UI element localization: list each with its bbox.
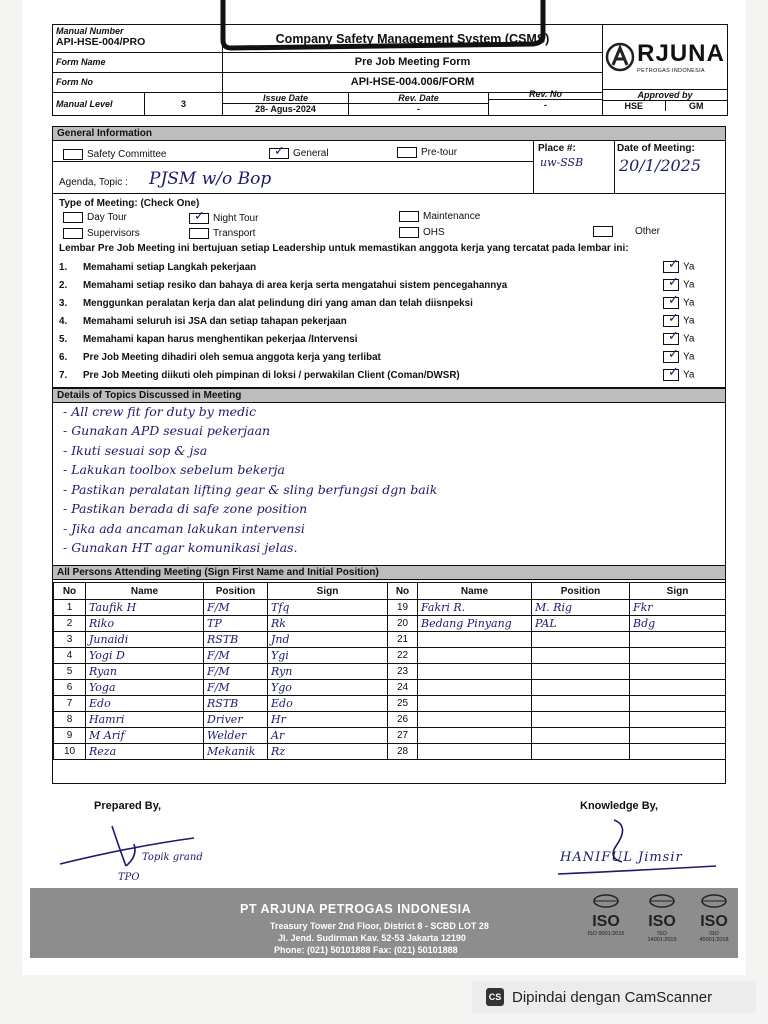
form-header [52,24,728,116]
topic-line[interactable]: - All crew fit for duty by medic [63,404,257,419]
maintenance-label: Maintenance [423,211,481,223]
row-number: 8 [54,712,86,728]
row-number: 28 [388,744,418,760]
pretour-option[interactable] [397,147,457,158]
row-number: 9 [54,728,86,744]
iso-cert: ISO 9001:2015 [587,931,625,937]
night-tour-checkbox[interactable] [189,213,209,224]
attendee-name[interactable]: Yogi D [86,648,204,664]
row-number: 25 [388,696,418,712]
attendee-name[interactable]: Hamri [86,712,204,728]
transport-label: Transport [213,228,256,240]
col-no: No [54,583,86,600]
attendance-heading: All Persons Attending Meeting (Sign First Name and Initial Position) [53,566,725,580]
night-tour-option[interactable] [189,213,258,224]
ya-checkbox[interactable] [663,261,679,273]
attendee-position[interactable] [532,632,630,648]
ya-label: Ya [683,333,695,345]
company-address-1: Treasury Tower 2nd Floor, District 8 - SCBD LOT 28 [270,921,489,931]
topic-line[interactable]: - Gunakan HT agar komunikasi jelas. [63,540,298,555]
day-tour-checkbox[interactable] [63,212,83,223]
pretour-label: Pre-tour [421,147,458,159]
topic-line[interactable]: - Jika ada ancaman lakukan intervensi [63,521,305,536]
row-number: 4 [54,648,86,664]
topics-section [52,388,726,566]
pretour-checkbox[interactable] [397,147,417,158]
topic-line[interactable]: - Gunakan APD sesuai pekerjaan [63,423,271,438]
rev-date-cell [349,93,489,115]
arjuna-logo-icon [605,42,635,72]
attendee-position[interactable] [532,648,630,664]
attendee-position[interactable]: Driver [204,712,268,728]
ya-label: Ya [683,279,695,291]
row-number: 10 [54,744,86,760]
safety-committee-option[interactable] [63,149,166,160]
attendee-name[interactable] [418,664,532,680]
ya-label: Ya [683,297,695,309]
date-value[interactable]: 20/1/2025 [619,156,702,175]
col-position: Position [532,583,630,600]
table-row [54,728,726,744]
safety-committee-label: Safety Committee [87,149,167,161]
attendance-table [53,582,726,760]
attendee-position[interactable] [532,712,630,728]
table-row [54,600,726,616]
attendee-name[interactable] [418,728,532,744]
knowledge-name: HANIFUL Jimsir [560,850,683,865]
rule-number: 1. [59,262,68,273]
row-number: 6 [54,680,86,696]
general-option[interactable] [269,148,329,159]
prepared-role: TPO [118,872,140,883]
supervisors-label: Supervisors [87,228,140,240]
table-row [54,696,726,712]
form-name-label: Form Name [53,53,223,73]
rule-number: 5. [59,334,68,345]
approved-label: Approved by [603,90,727,101]
attendee-sign[interactable] [630,744,726,760]
company-name: PT ARJUNA PETROGAS INDONESIA [240,902,472,916]
col-position: Position [204,583,268,600]
ohs-checkbox[interactable] [399,227,419,238]
attendee-sign[interactable] [630,632,726,648]
type-of-meeting-label: Type of Meeting: (Check One) [59,198,200,209]
col-sign: Sign [268,583,388,600]
attendee-sign[interactable]: Jnd [268,632,388,648]
ya-checkbox[interactable] [663,315,679,327]
attendee-name[interactable]: Taufik H [86,600,204,616]
rev-date: - [417,104,420,114]
issue-date-label: Issue Date [223,93,348,104]
row-number: 23 [388,664,418,680]
rule-text: Pre Job Meeting dihadiri oleh semua anggota kerja yang terlibat [83,352,381,363]
attendee-sign[interactable]: Tfq [268,600,388,616]
form-name: Pre Job Meeting Form [223,53,603,73]
attendee-position[interactable]: RSTB [204,632,268,648]
table-row [54,744,726,760]
attendee-position[interactable]: M. Rig [532,600,630,616]
attendee-sign[interactable]: Rz [268,744,388,760]
attendee-sign[interactable] [630,728,726,744]
other-checkbox[interactable] [593,226,613,237]
rule-text: Memahami setiap Langkah pekerjaan [83,262,257,273]
logo-sub: PETROGAS INDONESIA [637,68,705,74]
checklist-intro: Lembar Pre Job Meeting ini bertujuan setiap Leadership untuk memastikan anggota kerja yang tercatat pada lembar ini: [59,243,629,254]
approved-cell [603,89,727,115]
globe-icon [593,894,619,908]
rule-text: Memahami kapan harus menghentikan pekerjaa /Intervensi [83,334,358,345]
arjuna-logo [603,25,727,89]
form-no-label: Form No [53,73,223,93]
agenda-value[interactable]: PJSM w/o Bop [149,169,272,189]
ya-checkbox[interactable] [663,279,679,291]
company-footer [30,888,738,958]
checklist [53,259,725,385]
general-label: General [293,148,329,160]
divider [53,161,533,162]
attendee-sign[interactable]: Ryn [268,664,388,680]
prepared-signature[interactable] [54,816,234,876]
iso-label: ISO [700,913,728,930]
attendee-position[interactable] [532,680,630,696]
camscanner-icon: CS [486,988,504,1006]
table-row [54,664,726,680]
maintenance-option[interactable] [399,211,480,222]
row-number: 5 [54,664,86,680]
ya-checkbox[interactable] [663,333,679,345]
topic-line[interactable]: - Pastikan peralatan lifting gear & sling berfungsi dgn baik [63,482,438,497]
attendee-sign[interactable]: Fkr [630,600,726,616]
supervisors-option[interactable] [63,228,140,239]
row-number: 22 [388,648,418,664]
row-number: 7 [54,696,86,712]
attendee-name[interactable]: Riko [86,616,204,632]
attendance-section [52,565,726,784]
attendee-sign[interactable] [630,712,726,728]
table-row [54,680,726,696]
col-no: No [388,583,418,600]
date-cell [613,141,725,193]
topics-heading: Details of Topics Discussed in Meeting [53,388,725,403]
place-cell [533,141,615,193]
other-option[interactable] [593,226,660,237]
system-title: Company Safety Management System (CSMS) [223,25,603,53]
col-sign: Sign [630,583,726,600]
rule-number: 7. [59,370,68,381]
ohs-label: OHS [423,227,445,239]
approved-hse: HSE [603,101,666,111]
attendee-sign[interactable] [630,680,726,696]
rule-number: 4. [59,316,68,327]
ya-checkbox[interactable] [663,351,679,363]
general-information-section [52,126,726,388]
row-number: 24 [388,680,418,696]
attendee-name[interactable]: Yoga [86,680,204,696]
rev-no: - [544,100,547,110]
night-tour-label: Night Tour [213,213,259,225]
attendee-position[interactable] [532,744,630,760]
checklist-item [53,367,725,385]
company-address-3: Phone: (021) 50101888 Fax: (021) 50101888 [274,945,458,955]
rule-number: 6. [59,352,68,363]
other-label: Other [635,226,661,238]
checklist-item [53,331,725,349]
checklist-item [53,259,725,277]
attendance-body [54,600,726,760]
checklist-item [53,313,725,331]
maintenance-checkbox[interactable] [399,211,419,222]
ya-checkbox[interactable] [663,369,679,381]
attendee-position[interactable]: RSTB [204,696,268,712]
rule-text: Memahami seluruh isi JSA dan setiap tahapan pekerjaan [83,316,347,327]
attendee-sign[interactable]: Hr [268,712,388,728]
rev-date-label: Rev. Date [349,93,488,104]
table-row [54,712,726,728]
attendee-position[interactable] [532,728,630,744]
rev-no-label: Rev. No [489,89,602,100]
col-name: Name [86,583,204,600]
divider [53,193,725,194]
rule-number: 2. [59,280,68,291]
iso-cert: ISO 45001:2018 [699,931,729,943]
attendee-sign[interactable] [630,664,726,680]
attendee-position[interactable] [532,664,630,680]
issue-date: 28- Agus-2024 [255,104,316,114]
attendee-position[interactable]: F/M [204,680,268,696]
supervisors-checkbox[interactable] [63,228,83,239]
prepared-by-label: Prepared By, [94,800,162,812]
knowledge-signature[interactable] [556,816,726,876]
form-no: API-HSE-004.006/FORM [223,73,603,93]
checklist-item [53,277,725,295]
attendee-position[interactable] [532,696,630,712]
place-value[interactable]: uw-SSB [540,156,584,169]
manual-number: API-HSE-004/PRO [56,36,146,48]
general-checkbox[interactable] [269,148,289,159]
attendee-name[interactable] [418,632,532,648]
iso-label: ISO [648,913,676,930]
attendee-name[interactable] [418,744,532,760]
table-row [54,632,726,648]
attendee-name[interactable] [418,696,532,712]
logo-word: RJUNA [637,40,725,67]
rule-text: Memahami setiap resiko dan bahaya di area kerja serta mengatahui sistem pencegahannya [83,280,508,291]
rev-no-cell [489,89,603,115]
ya-label: Ya [683,315,695,327]
iso-badge [642,894,682,943]
table-row [54,648,726,664]
row-number: 20 [388,616,418,632]
row-number: 27 [388,728,418,744]
col-name: Name [418,583,532,600]
topic-line[interactable]: - Pastikan berada di safe zone position [63,501,308,516]
checklist-item [53,295,725,313]
checklist-item [53,349,725,367]
row-number: 21 [388,632,418,648]
company-address-2: Jl. Jend. Sudirman Kav. 52-53 Jakarta 12190 [278,933,466,943]
topic-line[interactable]: - Ikuti sesuai sop & jsa [63,443,208,458]
issue-date-cell [223,93,349,115]
attendee-position[interactable]: F/M [204,648,268,664]
attendee-name[interactable]: Reza [86,744,204,760]
date-label: Date of Meeting: [617,143,695,154]
attendee-name[interactable] [418,680,532,696]
knowledge-by-label: Knowledge By, [580,800,659,812]
manual-number-label: Manual Number [56,26,124,36]
attendee-position[interactable]: PAL [532,616,630,632]
attendee-position[interactable]: Welder [204,728,268,744]
row-number: 1 [54,600,86,616]
manual-number-cell [53,25,223,53]
transport-option[interactable] [189,228,255,239]
transport-checkbox[interactable] [189,228,209,239]
general-info-heading: General Information [53,127,725,141]
prepared-name: Topik grand [142,852,203,863]
attendee-sign[interactable] [630,648,726,664]
day-tour-option[interactable] [63,212,127,223]
topic-line[interactable]: - Lakukan toolbox sebelum bekerja [63,462,286,477]
attendee-sign[interactable]: Bdg [630,616,726,632]
attendee-position[interactable]: Mekanik [204,744,268,760]
ohs-option[interactable] [399,227,445,238]
ya-checkbox[interactable] [663,297,679,309]
rule-text: Menggunkan peralatan kerja dan alat pelindung diri yang aman dan telah diisnpeksi [83,298,473,309]
attendee-position[interactable]: F/M [204,600,268,616]
attendee-name[interactable]: M Arif [86,728,204,744]
ya-label: Ya [683,351,695,363]
manual-level-label: Manual Level [53,93,145,115]
globe-icon [701,894,727,908]
ya-label: Ya [683,369,695,381]
attendee-sign[interactable] [630,696,726,712]
iso-badge [694,894,734,943]
attendee-position[interactable]: TP [204,616,268,632]
camscanner-watermark [472,981,756,1013]
place-label: Place #: [538,143,576,154]
row-number: 3 [54,632,86,648]
table-row [54,616,726,632]
day-tour-label: Day Tour [87,212,127,224]
iso-badge [586,894,626,937]
camscanner-text: Dipindai dengan CamScanner [512,988,713,1006]
row-number: 2 [54,616,86,632]
attendee-name[interactable]: Edo [86,696,204,712]
attendee-name[interactable]: Bedang Pinyang [418,616,532,632]
agenda-label: Agenda, Topic : [59,177,128,188]
attendee-name[interactable] [418,712,532,728]
attendee-position[interactable]: F/M [204,664,268,680]
attendee-name[interactable] [418,648,532,664]
iso-label: ISO [592,913,620,930]
manual-level: 3 [145,93,223,115]
row-number: 19 [388,600,418,616]
globe-icon [649,894,675,908]
attendee-sign[interactable]: Edo [268,696,388,712]
attendee-name[interactable]: Ryan [86,664,204,680]
iso-cert: ISO 14001:2015 [647,931,677,943]
attendee-sign[interactable]: Ygi [268,648,388,664]
attendee-name[interactable]: Fakri R. [418,600,532,616]
safety-committee-checkbox[interactable] [63,149,83,160]
attendee-name[interactable]: Junaidi [86,632,204,648]
rule-text: Pre Job Meeting diikuti oleh pimpinan di loksi / perwakilan Client (Coman/DWSR) [83,370,460,381]
approved-gm: GM [689,101,704,111]
rule-number: 3. [59,298,68,309]
attendee-sign[interactable]: Ygo [268,680,388,696]
attendee-sign[interactable]: Rk [268,616,388,632]
ya-label: Ya [683,261,695,273]
row-number: 26 [388,712,418,728]
attendee-sign[interactable]: Ar [268,728,388,744]
